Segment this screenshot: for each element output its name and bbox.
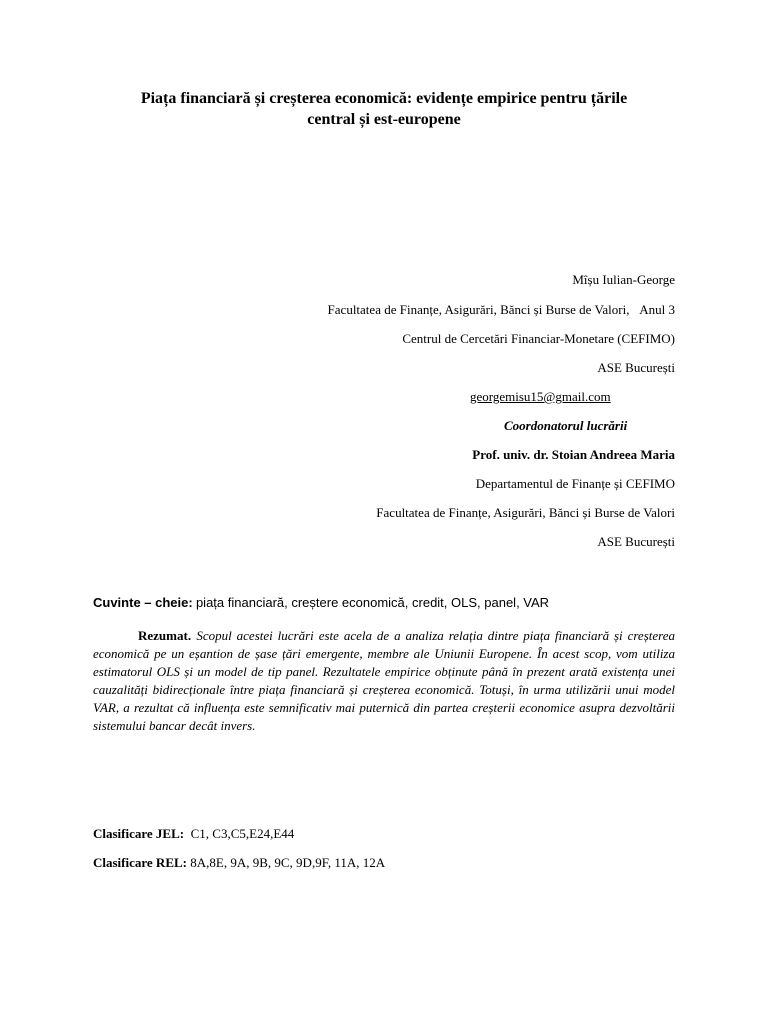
paper-title-line-1: Piața financiară și creșterea economică: evidențe empirice pentru țările <box>140 90 628 107</box>
abstract-text: Scopul acestei lucrări este acela de a analiza relația dintre piața financiară și creșterea economică pe un eșantion de șase țări emergente, membre ale Uniunii Europene. În acest scop, vom utiliza estimatorul OLS și un model de tip panel. Rezultatele empirice obținute până în prezent arată existența unei cauzalități bidirecționale între piața financiară și creșterea economică. Totuși, în urma utilizării unui model VAR, a rezultat că influența este semnificativ mai puternică din partea creșterii economice asupra dezvoltării sistemului bancar decât invers. <box>93 628 675 733</box>
author-faculty: Facultatea de Finanțe, Asigurări, Bănci și Burse de Valori, <box>327 302 630 317</box>
keywords-value: piața financiară, creștere economică, credit, OLS, panel, VAR <box>195 595 550 610</box>
rel-label: Clasificare REL: <box>93 855 187 870</box>
jel-classification <box>93 826 294 842</box>
author-affiliation <box>328 302 675 318</box>
author-year: Anul 3 <box>639 302 675 317</box>
abstract-label: Rezumat. <box>138 628 192 643</box>
author-email-link[interactable]: georgemisu15@gmail.com <box>470 389 611 404</box>
keywords-label: Cuvinte – cheie: <box>93 595 193 610</box>
author-name: Mîșu Iulian-George <box>572 272 675 287</box>
coordinator-department: Departamentul de Finanțe și CEFIMO <box>475 476 675 491</box>
coordinator-name: Prof. univ. dr. Stoian Andreea Maria <box>472 447 675 462</box>
abstract-paragraph <box>93 627 675 735</box>
author-university: ASE București <box>597 360 675 375</box>
coordinator-faculty: Facultatea de Finanțe, Asigurări, Bănci și Burse de Valori <box>376 505 675 520</box>
author-research-center: Centrul de Cercetări Financiar-Monetare (CEFIMO) <box>402 331 675 346</box>
coordinator-university: ASE București <box>597 534 675 549</box>
coordinator-label: Coordonatorul lucrării <box>504 418 628 433</box>
rel-classification <box>93 855 385 871</box>
keywords-line <box>93 595 549 611</box>
paper-title-line-2: central și est-europene <box>307 111 461 128</box>
jel-value: C1, C3,C5,E24,E44 <box>190 826 295 841</box>
rel-value: 8A,8E, 9A, 9B, 9C, 9D,9F, 11A, 12A <box>190 855 386 870</box>
paper-title <box>60 88 708 130</box>
jel-label: Clasificare JEL: <box>93 826 185 841</box>
